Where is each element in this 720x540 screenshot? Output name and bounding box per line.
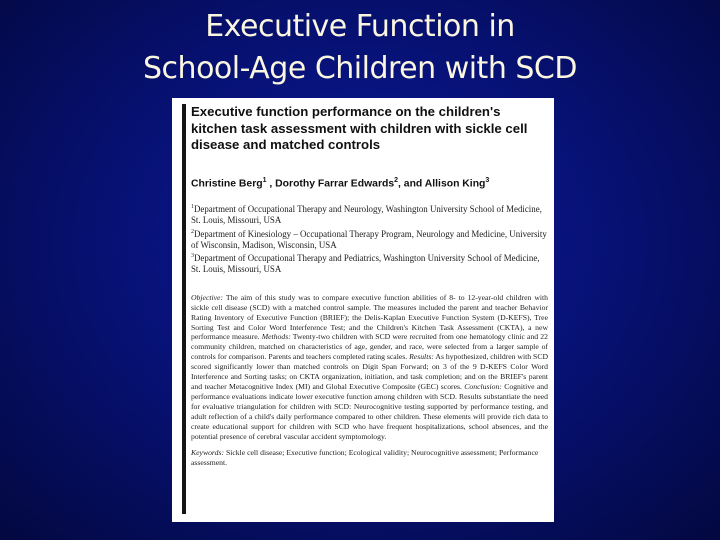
abstract-text-objective: The aim of this study was to compare executive function abilities of 8- to 12-year-old children with sickle cell disease (SCD) with a matched control sample. The measures included the parent and teacher Behavior Rating Inventory of Executive Function (BRIEF); the Delis-Kaplan Executive Function System (D-KEFS), Tree Sorting Test and Color Word Interference Test; and the Children's Kitchen Task Assessment (CKTA), a new performance measure. <box>191 292 548 342</box>
abstract-text-results: As hypothesized, children with SCD scored significantly lower than matched controls on Digit Span Forward; on 3 of the 9 D-KEFS Color Word Interference and Sorting tasks; on CKTA organization, initiation, and task completion; and on the BRIEF's parent and teacher Metacognitive Index (MI) and Global Executive Composite (GEC) scores. <box>191 352 548 392</box>
affiliation-item <box>191 251 548 276</box>
margin-rule <box>182 104 186 514</box>
affiliation-mark: 1 <box>191 203 194 210</box>
affiliation-item <box>191 227 548 252</box>
paper-title: Executive function performance on the children's kitchen task assessment with children with sickle cell disease and matched controls <box>191 104 528 152</box>
slide-title-line-1: Executive Function in <box>205 9 515 44</box>
abstract-label-results: Results: <box>409 352 434 362</box>
author-list <box>191 174 548 190</box>
affiliation-text: Department of Occupational Therapy and Neurology, Washington University School of Medicine, St. Louis, Missouri, USA <box>191 203 542 226</box>
author-separator: , <box>266 177 276 189</box>
paper-content <box>191 104 548 468</box>
author-name: Allison King <box>424 177 486 189</box>
author-separator: , and <box>398 177 425 189</box>
author-affil-mark: 1 <box>262 176 267 184</box>
keywords <box>191 448 548 468</box>
abstract <box>191 293 548 442</box>
slide-title <box>0 6 720 90</box>
abstract-label-objective: Objective: <box>191 292 224 302</box>
affiliation-mark: 2 <box>191 228 194 235</box>
keywords-label: Keywords: <box>191 447 225 457</box>
keywords-text: Sickle cell disease; Executive function; Ecological validity; Neurocognitive assessment; Performance assessment. <box>191 447 539 467</box>
author-affil-mark: 2 <box>394 176 399 184</box>
abstract-text-methods: Twenty-two children with SCD were recruited from one hematology clinic and 22 community children, matched on characteristics of age, gender, and race, were selected from a larger sample of controls for comparison. Parents and teachers completed rating scales. <box>191 332 548 362</box>
author-name: Christine Berg <box>191 177 263 189</box>
paper-excerpt-image <box>172 98 554 522</box>
author-affil-mark: 3 <box>485 176 490 184</box>
affiliation-text: Department of Occupational Therapy and Pediatrics, Washington University School of Medicine, St. Louis, Missouri, USA <box>191 253 540 275</box>
abstract-label-conclusion: Conclusion: <box>464 382 502 392</box>
abstract-text-conclusion: Cognitive and performance evaluations indicate lower executive function among children with SCD. Results substantiate the need for evaluative triangulation for children with SCD: Neurocognitive testing supported by performance testing, and adult reflection of a child's daily performance compared to other children. These elements will provide rich data to create educational support for children with SCD who have frequent hospitalizations, school absences, and the potential presence of cerebral vascular accident symptomology. <box>191 382 548 441</box>
author-name: Dorothy Farrar Edwards <box>275 177 395 189</box>
affiliation-mark: 3 <box>191 253 194 260</box>
affiliation-text: Department of Kinesiology – Occupational Therapy Program, Neurology and Medicine, University of Wisconsin, Madison, Wisconsin, USA <box>191 228 547 250</box>
affiliation-item <box>191 202 548 227</box>
slide-title-line-2: School-Age Children with SCD <box>143 51 577 86</box>
abstract-label-methods: Methods: <box>261 332 291 342</box>
affiliation-list <box>191 202 548 276</box>
